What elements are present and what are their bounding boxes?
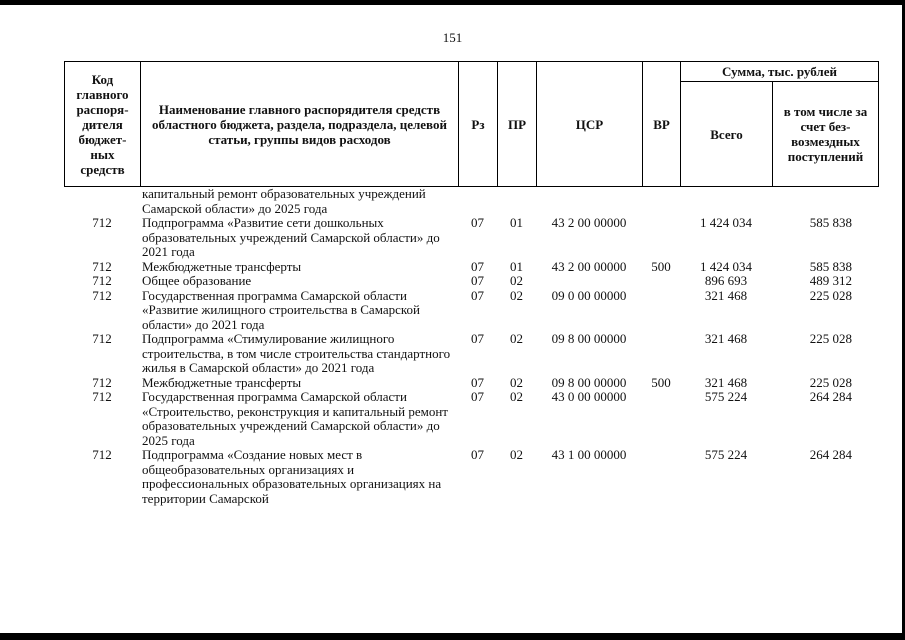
cell-name: Государственная программа Самарской области «Строительство, реконструкция и капитальный ремонт образовательных учреждений Самарской области» до 2025 года [142,389,448,448]
cell-code: 712 [92,447,112,462]
cell-rz [458,187,497,216]
cell-pr: 02 [510,374,523,390]
cell-name: Государственная программа Самарской области «Развитие жилищного строительства в Самарской области» до 2021 года [142,287,420,332]
table-row [64,448,878,506]
header-csr: ЦСР [537,62,643,187]
header-vr: ВР [643,62,681,187]
cell-total: 1 424 034 [700,258,752,274]
cell-total: 575 224 [704,447,748,462]
cell-total [680,187,772,216]
cell-csr: 43 2 00 00000 [551,215,627,230]
table-row [64,289,878,333]
cell-vr [642,289,680,333]
cell-rz: 07 [471,447,484,462]
cell-pr: 02 [510,447,523,462]
cell-free: 225 028 [809,374,852,390]
table-row [64,187,878,216]
header-name: Наименование главного распорядителя средств областного бюджета, раздела, подраздела, целевой статьи, группы видов расходов [141,62,459,187]
cell-csr: 09 8 00 00000 [551,374,627,390]
cell-vr: 500 [651,374,671,390]
table-row [64,332,878,376]
cell-pr: 02 [510,331,523,346]
table-row [64,216,878,260]
cell-vr [642,216,680,260]
header-free: в том числе за счет без-возмездных поступлений [773,82,879,187]
cell-vr [642,274,680,289]
cell-csr: 43 2 00 00000 [551,258,627,274]
cell-csr [536,274,642,289]
cell-vr [642,448,680,506]
cell-free: 264 284 [809,447,852,462]
cell-code: 712 [92,215,112,230]
table-header [64,61,879,187]
header-pr: ПР [498,62,537,187]
cell-free: 264 284 [809,389,852,404]
cell-name: Подпрограмма «Создание новых мест в общеобразовательных организациях и профессиональных образовательных организациях на территории Самарской [142,447,442,506]
cell-total: 321 468 [704,374,748,390]
cell-name: Общее образование [142,273,252,288]
cell-csr: 43 0 00 00000 [551,389,627,404]
cell-rz: 07 [471,215,484,230]
cell-pr: 02 [510,389,523,404]
table-row [64,274,878,289]
cell-rz: 07 [471,273,484,288]
header-code: Код главного распоря-дителя бюджет-ных средств [65,62,141,187]
budget-table-body [64,187,878,506]
cell-name: Подпрограмма «Развитие сети дошкольных образовательных учреждений Самарской области» до 2021 года [142,215,440,259]
cell-code [64,187,140,216]
cell-vr [642,187,680,216]
cell-csr: 43 1 00 00000 [551,447,627,462]
cell-name: Межбюджетные трансферты [142,258,302,274]
cell-free: 489 312 [809,273,852,288]
cell-rz: 07 [471,374,484,390]
cell-name: Межбюджетные трансферты [142,374,302,390]
cell-rz: 07 [471,258,484,274]
cell-code: 712 [92,331,112,346]
cell-pr: 01 [510,215,523,230]
cell-code: 712 [92,273,112,288]
header-sum: Сумма, тыс. рублей [681,62,879,82]
table-row [64,376,878,391]
table-row [64,390,878,448]
cell-free: 225 028 [809,331,852,346]
page-number: 151 [442,30,463,45]
cell-code: 712 [92,287,112,303]
cell-free: 585 838 [809,258,852,274]
cell-total: 896 693 [704,273,748,288]
header-rz: Рз [459,62,498,187]
cell-pr: 02 [510,287,523,303]
cell-code: 712 [92,258,112,274]
cell-code: 712 [92,389,112,404]
cell-csr [536,187,642,216]
cell-free [772,187,878,216]
table-row [64,260,878,275]
cell-csr: 09 8 00 00000 [551,331,627,346]
header-total: Всего [681,82,773,187]
cell-rz: 07 [471,389,484,404]
page-top-border [0,0,905,5]
page-bottom-border [0,633,905,640]
cell-rz: 07 [471,287,484,303]
cell-code: 712 [92,374,112,390]
cell-csr: 09 0 00 00000 [551,287,627,303]
cell-pr: 02 [510,273,523,288]
cell-name: капитальный ремонт образовательных учреждений Самарской области» до 2025 года [142,186,426,216]
cell-free: 585 838 [809,215,852,230]
cell-vr: 500 [651,258,671,274]
cell-pr [497,187,536,216]
cell-vr [642,390,680,448]
cell-total: 1 424 034 [700,215,752,230]
cell-rz: 07 [471,331,484,346]
cell-pr: 01 [510,258,523,274]
cell-vr [642,332,680,376]
cell-total: 321 468 [704,287,748,303]
cell-total: 321 468 [704,331,748,346]
cell-free: 225 028 [809,287,852,303]
cell-name: Подпрограмма «Стимулирование жилищного строительства, в том числе строительства стандартного жилья в Самарской области» до 2021 года [142,331,451,375]
cell-total: 575 224 [704,389,748,404]
